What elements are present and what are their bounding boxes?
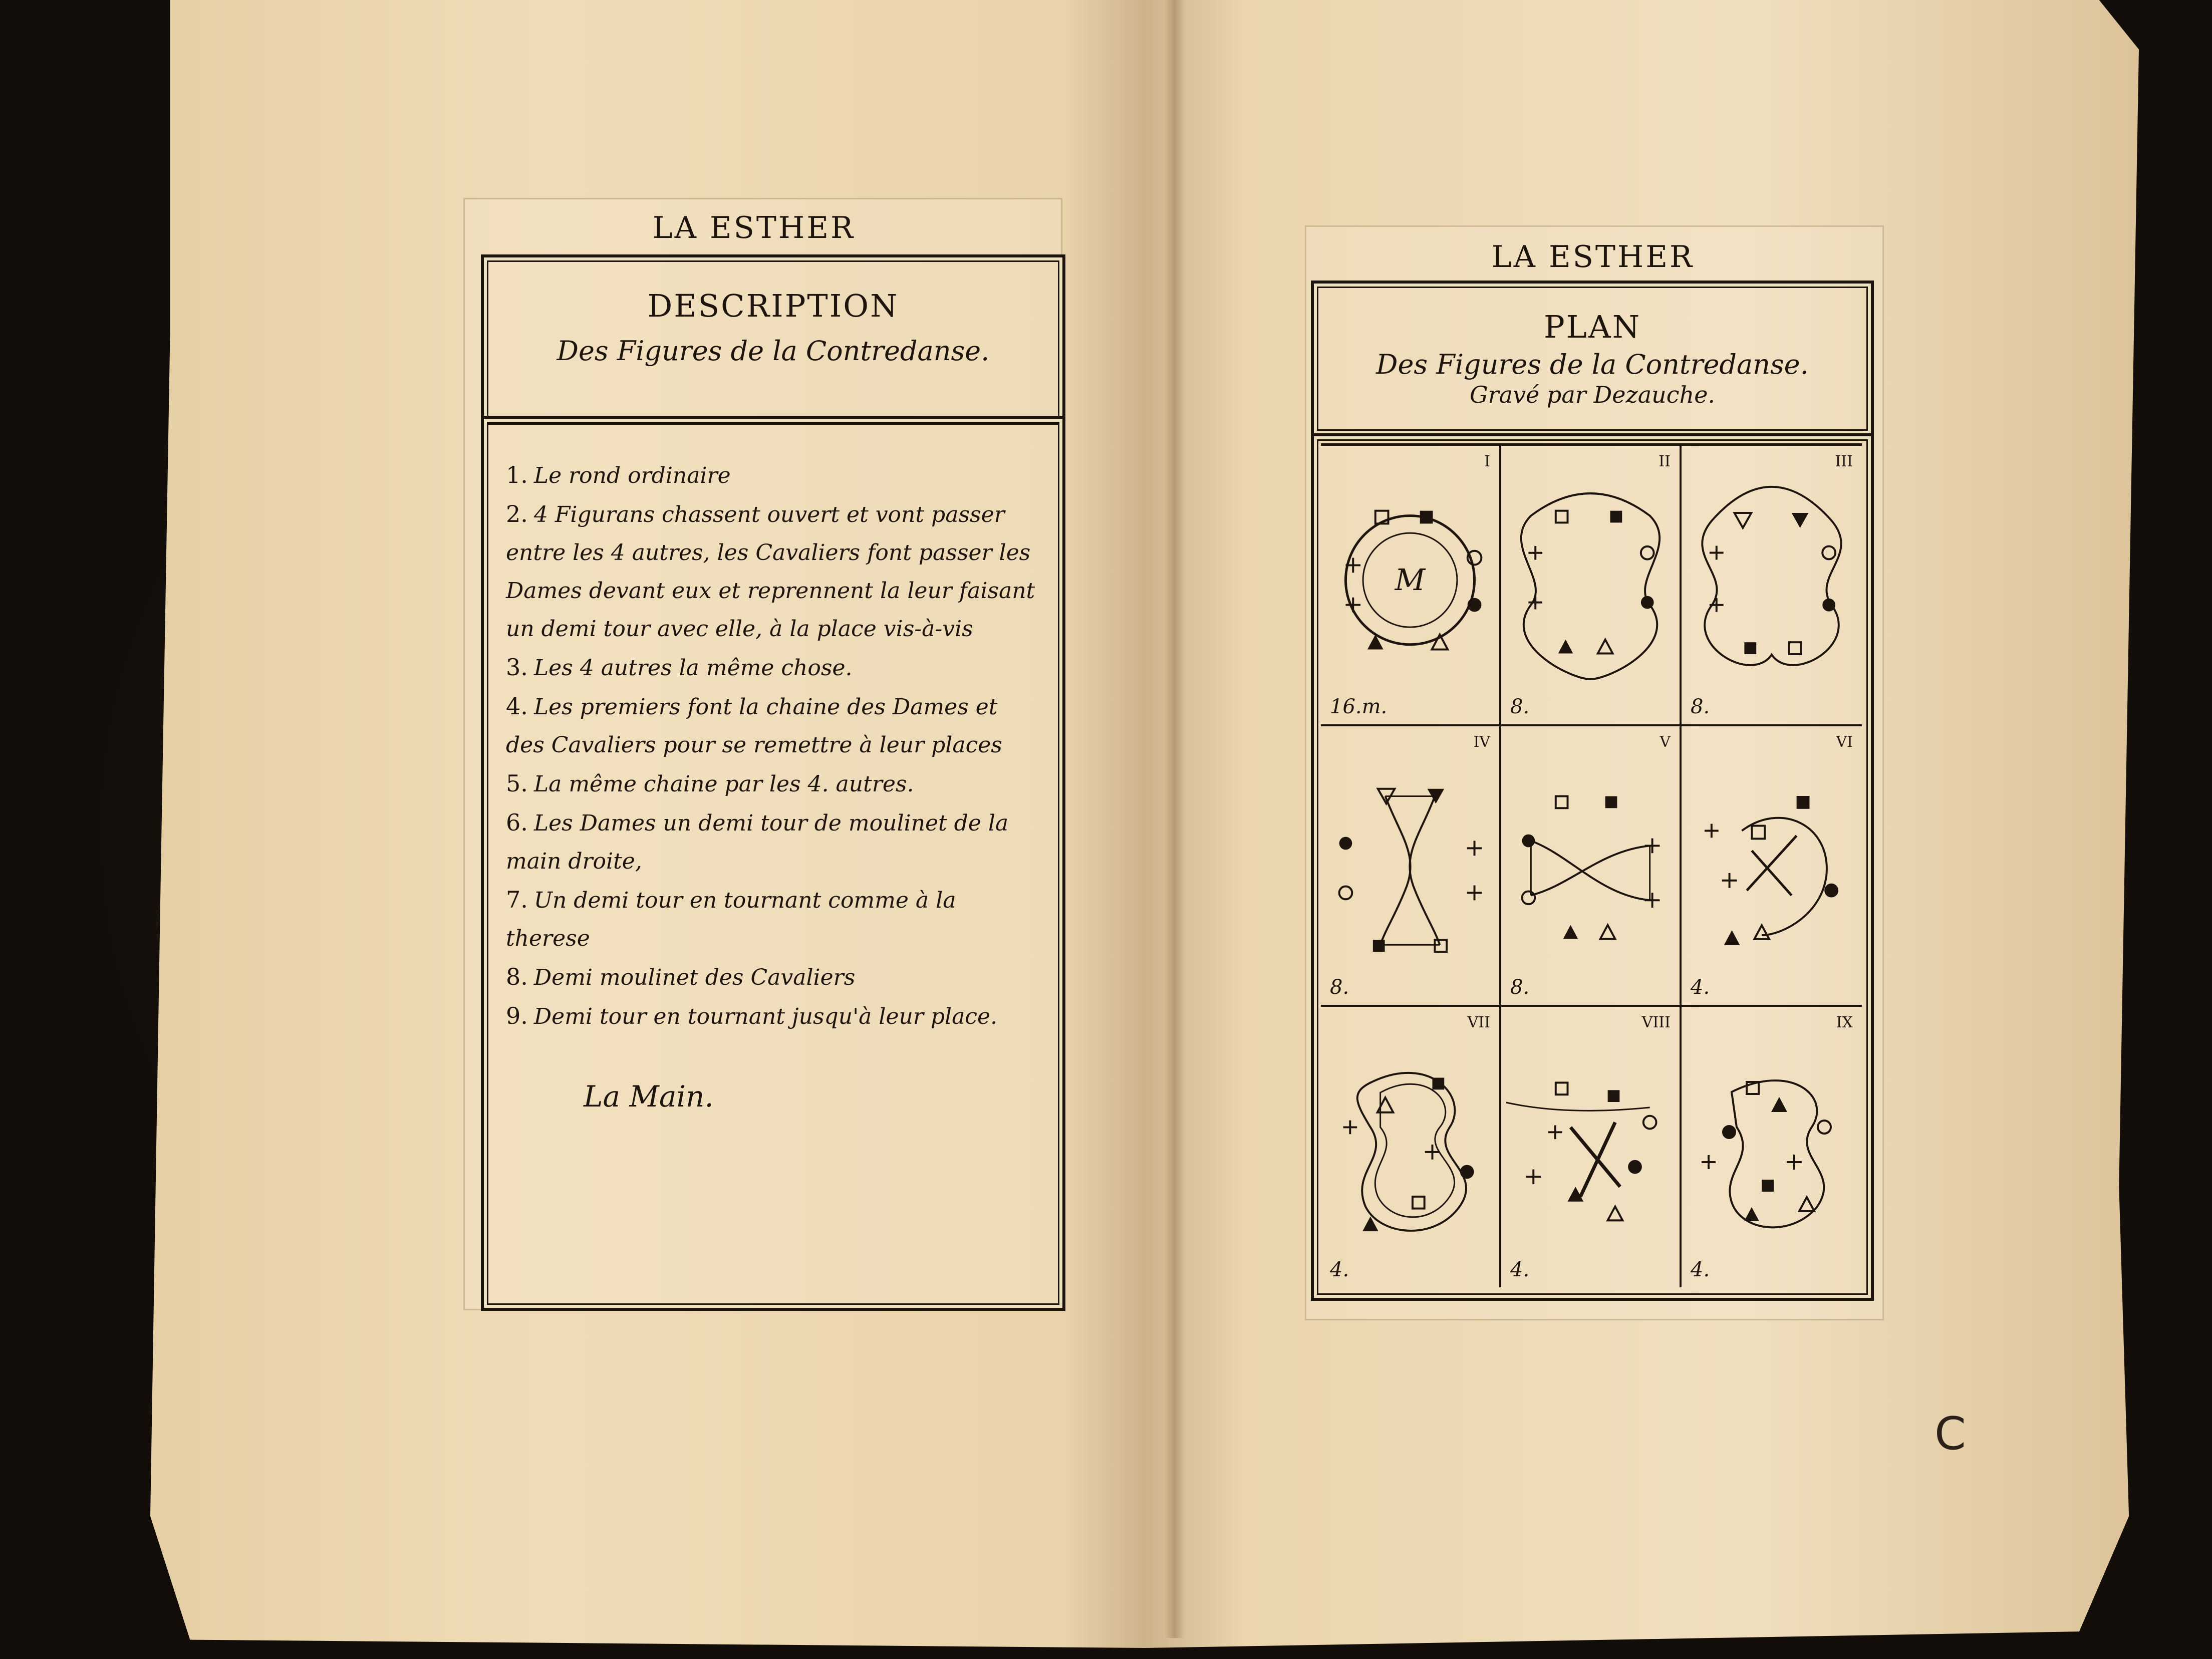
right-header-engraver: Gravé par Dezauche. xyxy=(1469,381,1716,408)
figure-cell-1 xyxy=(1321,446,1501,726)
figures-grid xyxy=(1321,443,1862,1287)
item-number: 9. xyxy=(506,1002,528,1029)
item-number: 8. xyxy=(506,963,528,990)
figure-roman: III xyxy=(1835,453,1853,470)
right-running-title: LA ESTHER xyxy=(1491,239,1695,274)
figure-cell-7 xyxy=(1321,1007,1501,1287)
figure-diagram-5 xyxy=(1501,726,1680,1005)
left-header-subtitle: Des Figures de la Contredanse. xyxy=(557,335,990,367)
figure-diagram-8 xyxy=(1501,1007,1680,1287)
item-text: 4 Figurans chassent ouvert et vont passer entre les 4 autres, les Cavaliers font passer les Dames devant eux et reprennent la leur faisant un demi tour avec elle, à la place vis-à-vis xyxy=(506,502,1035,642)
item-number: 4. xyxy=(506,693,528,720)
left-header-box xyxy=(481,254,1065,425)
figure-roman: VIII xyxy=(1641,1014,1671,1031)
item-number: 1. xyxy=(506,461,528,488)
item-text: Les Dames un demi tour de moulinet de la main droite, xyxy=(506,810,1009,874)
figure-count: 4. xyxy=(1330,1258,1349,1281)
figure-diagram-1 xyxy=(1321,446,1499,724)
item-text: Un demi tour en tournant comme à la therese xyxy=(506,888,956,951)
figure-cell-2 xyxy=(1501,446,1682,726)
item-text: Les premiers font la chaine des Dames et des Cavaliers pour se remettre à leur places xyxy=(506,694,1002,758)
figure-count: 4. xyxy=(1691,976,1710,999)
figure-count: 16.m. xyxy=(1330,695,1388,718)
left-running-title: LA ESTHER xyxy=(652,210,856,245)
figure-count: 8. xyxy=(1510,695,1530,718)
list-item xyxy=(506,881,1037,958)
figure-roman: I xyxy=(1484,453,1490,470)
list-item xyxy=(506,958,1037,997)
item-text: Le rond ordinaire xyxy=(533,463,731,488)
figure-count: 8. xyxy=(1691,695,1710,718)
figure-cell-9 xyxy=(1682,1007,1862,1287)
figure-roman: V xyxy=(1660,733,1671,751)
figure-roman: II xyxy=(1658,453,1671,470)
description-list xyxy=(506,456,1037,1036)
item-text: Les 4 autres la même chose. xyxy=(533,655,853,681)
figure-cell-5 xyxy=(1501,726,1682,1007)
item-text: Demi moulinet des Cavaliers xyxy=(533,965,856,990)
figure-diagram-9 xyxy=(1682,1007,1862,1287)
right-header-subtitle: Des Figures de la Contredanse. xyxy=(1376,349,1809,380)
item-number: 2. xyxy=(506,500,528,527)
list-item xyxy=(506,456,1037,495)
item-number: 3. xyxy=(506,654,528,681)
figure-diagram-2 xyxy=(1501,446,1680,724)
closing-signature: La Main. xyxy=(584,1079,714,1114)
figure-diagram-4 xyxy=(1321,726,1499,1005)
figure-roman: VI xyxy=(1836,733,1853,751)
figure-count: 4. xyxy=(1691,1258,1710,1281)
figure-roman: IV xyxy=(1473,733,1490,751)
figure-count: 4. xyxy=(1510,1258,1530,1281)
left-header-caps: DESCRIPTION xyxy=(647,288,899,324)
list-item xyxy=(506,648,1037,687)
list-item xyxy=(506,764,1037,803)
list-item xyxy=(506,803,1037,881)
figure-roman: VII xyxy=(1467,1014,1490,1031)
item-number: 7. xyxy=(506,886,528,913)
figure-center-letter: M xyxy=(1395,562,1426,597)
figure-count: 8. xyxy=(1330,976,1349,999)
item-number: 6. xyxy=(506,809,528,836)
figure-diagram-6 xyxy=(1682,726,1862,1005)
figure-roman: IX xyxy=(1836,1014,1853,1031)
figure-cell-4 xyxy=(1321,726,1501,1007)
figure-cell-8 xyxy=(1501,1007,1682,1287)
figure-cell-6 xyxy=(1682,726,1862,1007)
list-item xyxy=(506,997,1037,1036)
list-item xyxy=(506,687,1037,764)
list-item xyxy=(506,495,1037,648)
pencil-margin-mark: C xyxy=(1934,1408,1966,1460)
figure-count: 8. xyxy=(1510,976,1530,999)
figure-cell-3 xyxy=(1682,446,1862,726)
right-header-caps: PLAN xyxy=(1544,309,1641,345)
right-header-box xyxy=(1311,281,1874,437)
center-fold xyxy=(1165,0,1185,1638)
figure-diagram-3 xyxy=(1682,446,1862,724)
item-text: Demi tour en tournant jusqu'à leur place. xyxy=(533,1004,997,1029)
figure-diagram-7 xyxy=(1321,1007,1499,1287)
item-text: La même chaine par les 4. autres. xyxy=(533,771,914,797)
item-number: 5. xyxy=(506,770,528,797)
